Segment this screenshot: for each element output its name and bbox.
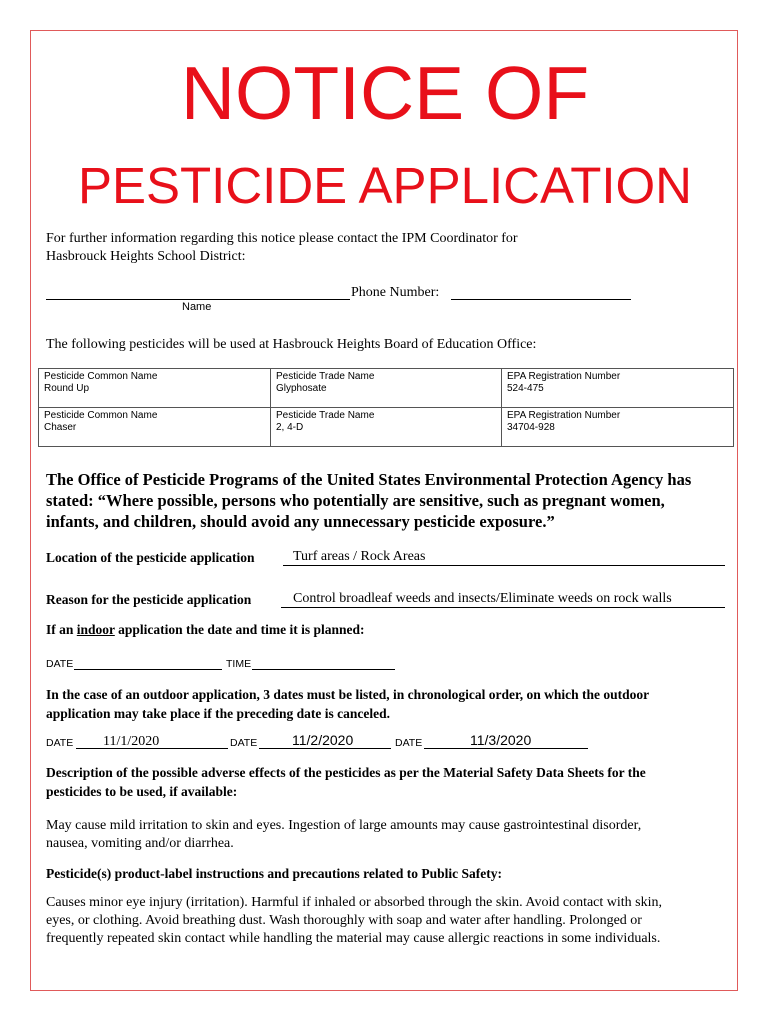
outdoor-heading-line-2: application may take place if the preceding date is canceled. xyxy=(46,706,390,721)
adverse-text-line-1: May cause mild irritation to skin and eyes. Ingestion of large amounts may cause gastrointestinal disorder, xyxy=(46,818,642,833)
indoor-time-field[interactable] xyxy=(252,669,395,670)
cell-value: 2, 4-D xyxy=(276,422,304,433)
label-instructions-heading: Pesticide(s) product-label instructions and precautions related to Public Safety: xyxy=(46,866,502,881)
indoor-prefix: If an xyxy=(46,622,77,637)
outdoor-date-label-2: DATE xyxy=(230,737,258,749)
pesticides-intro: The following pesticides will be used at Hasbrouck Heights Board of Education Office: xyxy=(46,337,537,352)
outdoor-date-label-3: DATE xyxy=(395,737,423,749)
table-cell-epa xyxy=(502,369,734,408)
title-notice-of: NOTICE OF xyxy=(180,51,590,135)
name-caption: Name xyxy=(182,301,212,313)
indoor-heading xyxy=(46,621,365,639)
intro-line-2: Hasbrouck Heights School District: xyxy=(46,249,246,264)
pesticide-table xyxy=(38,368,734,447)
cell-value: Round Up xyxy=(44,383,90,394)
outdoor-date-value-2[interactable]: 11/2/2020 xyxy=(292,732,354,748)
phone-number-field[interactable] xyxy=(451,299,631,300)
cell-label: Pesticide Common Name xyxy=(44,371,158,382)
indoor-emphasis: indoor xyxy=(76,622,115,637)
adverse-heading-line-1: Description of the possible adverse effects of the pesticides as per the Material Safety Data Sheets for the xyxy=(46,765,646,780)
outdoor-heading-line-1: In the case of an outdoor application, 3 dates must be listed, in chronological order, on which the outdoor xyxy=(46,687,650,702)
phone-label: Phone Number: xyxy=(351,285,440,300)
indoor-time-label: TIME xyxy=(226,658,252,670)
table-cell-common xyxy=(39,408,271,447)
cell-value: Glyphosate xyxy=(276,383,327,394)
reason-value[interactable]: Control broadleaf weeds and insects/Eliminate weeds on rock walls xyxy=(293,591,672,606)
table-cell-common xyxy=(39,369,271,408)
title-pesticide-application: PESTICIDE APPLICATION xyxy=(77,157,693,214)
intro-line-1: For further information regarding this notice please contact the IPM Coordinator for xyxy=(46,231,518,246)
indoor-date-field[interactable] xyxy=(74,669,222,670)
table-cell-trade xyxy=(271,408,502,447)
table-row xyxy=(39,408,734,447)
table-cell-trade xyxy=(271,369,502,408)
indoor-date-label: DATE xyxy=(46,658,74,670)
cell-label: Pesticide Trade Name xyxy=(276,371,375,382)
location-label: Location of the pesticide application xyxy=(46,550,255,565)
coordinator-name-field[interactable] xyxy=(46,299,350,300)
outdoor-date-value-3[interactable]: 11/3/2020 xyxy=(470,732,532,748)
reason-label: Reason for the pesticide application xyxy=(46,592,252,607)
adverse-heading-line-2: pesticides to be used, if available: xyxy=(46,784,238,799)
cell-label: Pesticide Common Name xyxy=(44,410,158,421)
table-cell-epa xyxy=(502,408,734,447)
cell-value: 524-475 xyxy=(507,383,544,394)
label-instructions-line-1: Causes minor eye injury (irritation). Harmful if inhaled or absorbed through the skin. Avoid contact with skin, xyxy=(46,895,662,910)
epa-statement-line-3: infants, and children, should avoid any unnecessary pesticide exposure.” xyxy=(46,512,555,531)
cell-label: EPA Registration Number xyxy=(507,371,621,382)
cell-label: EPA Registration Number xyxy=(507,410,621,421)
cell-value: 34704-928 xyxy=(507,422,555,433)
epa-statement-line-1: The Office of Pesticide Programs of the United States Environmental Protection Agency has xyxy=(46,470,692,489)
cell-value: Chaser xyxy=(44,422,77,433)
table-row xyxy=(39,369,734,408)
label-instructions-line-2: eyes, or clothing. Avoid breathing dust. Wash thoroughly with soap and water after handling. Prolonged or xyxy=(46,913,642,928)
outdoor-date-label-1: DATE xyxy=(46,737,74,749)
adverse-text-line-2: nausea, vomiting and/or diarrhea. xyxy=(46,836,234,851)
epa-statement-line-2: stated: “Where possible, persons who potentially are sensitive, such as pregnant women, xyxy=(46,491,665,510)
label-instructions-line-3: frequently repeated skin contact while handling the material may cause allergic reactions in some individuals. xyxy=(46,931,661,946)
cell-label: Pesticide Trade Name xyxy=(276,410,375,421)
indoor-suffix: application the date and time it is planned: xyxy=(114,622,365,637)
outdoor-date-value-1[interactable]: 11/1/2020 xyxy=(103,734,160,749)
location-value[interactable]: Turf areas / Rock Areas xyxy=(293,549,426,564)
